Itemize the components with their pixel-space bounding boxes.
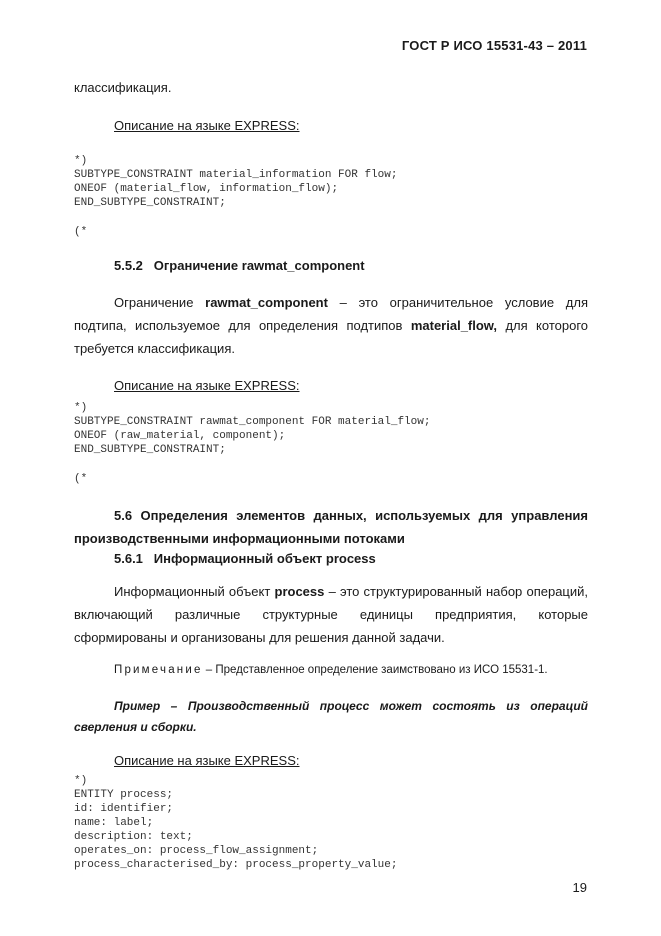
- code-line: SUBTYPE_CONSTRAINT rawmat_component FOR material_flow;: [74, 416, 431, 428]
- code-line: *): [74, 402, 88, 414]
- code-line: id: identifier;: [74, 803, 174, 815]
- example: Пример – Производственный процесс может состоять из операций сверления и сборки.: [74, 699, 588, 734]
- section-heading-5-5-2: [114, 258, 365, 273]
- para-text: Ограничение: [114, 295, 206, 310]
- section-title: Информационный объект process: [153, 551, 376, 566]
- paragraph-rawmat: [74, 291, 588, 360]
- section-number: 5.6.1: [114, 551, 143, 566]
- standard-header: ГОСТ Р ИСО 15531-43 – 2011: [401, 38, 587, 53]
- para-text: – это ограничительное условие для подтипа, используемое для определения подтипов: [74, 295, 588, 333]
- section-heading-5-6-1: [114, 551, 376, 566]
- para-term: process: [274, 584, 325, 599]
- para-term: material_flow,: [410, 318, 498, 333]
- para-text: для которого требуется классификация.: [74, 318, 589, 356]
- para-text: – это структурированный набор операций, включающий различные структурные единицы предприятия, которые сформированы и организованы для решения данной задачи.: [74, 584, 589, 645]
- note-text: – Представленное определение заимствовано из ИСО 15531-1.: [202, 664, 548, 676]
- code-line: SUBTYPE_CONSTRAINT material_information FOR flow;: [74, 169, 398, 181]
- code-line: description: text;: [74, 831, 193, 843]
- express-label: Описание на языке EXPRESS:: [114, 378, 300, 393]
- intro-text: классификация.: [74, 80, 172, 95]
- section-title: Ограничение rawmat_component: [153, 258, 365, 273]
- code-line: process_characterised_by: process_property_value;: [74, 859, 398, 871]
- code-line: ONEOF (raw_material, component);: [74, 430, 286, 442]
- code-line: ENTITY process;: [74, 789, 174, 801]
- code-comment-open: (*: [74, 226, 88, 238]
- code-line: ONEOF (material_flow, information_flow);: [74, 183, 339, 195]
- note-label: Примечание: [114, 664, 203, 676]
- code-comment-open: (*: [74, 473, 88, 485]
- code-line: END_SUBTYPE_CONSTRAINT;: [74, 444, 226, 456]
- express-label: Описание на языке EXPRESS:: [114, 118, 300, 133]
- section-number: 5.5.2: [114, 258, 143, 273]
- code-line: *): [74, 155, 88, 167]
- code-line: *): [74, 775, 88, 787]
- code-block-1: [74, 154, 397, 210]
- para-term: rawmat_component: [205, 295, 328, 310]
- note: [114, 664, 548, 676]
- express-label: Описание на языке EXPRESS:: [114, 753, 300, 768]
- code-block-3: [74, 774, 397, 872]
- page-number: 19: [572, 880, 587, 895]
- code-line: END_SUBTYPE_CONSTRAINT;: [74, 197, 226, 209]
- code-block-2: [74, 401, 430, 457]
- para-text: Информационный объект: [114, 584, 275, 599]
- section-heading-5-6: 5.6 Определения элементов данных, используемых для управления производственными информационными потоками: [74, 508, 588, 546]
- code-line: operates_on: process_flow_assignment;: [74, 845, 319, 857]
- code-line: name: label;: [74, 817, 154, 829]
- paragraph-process: [74, 580, 588, 649]
